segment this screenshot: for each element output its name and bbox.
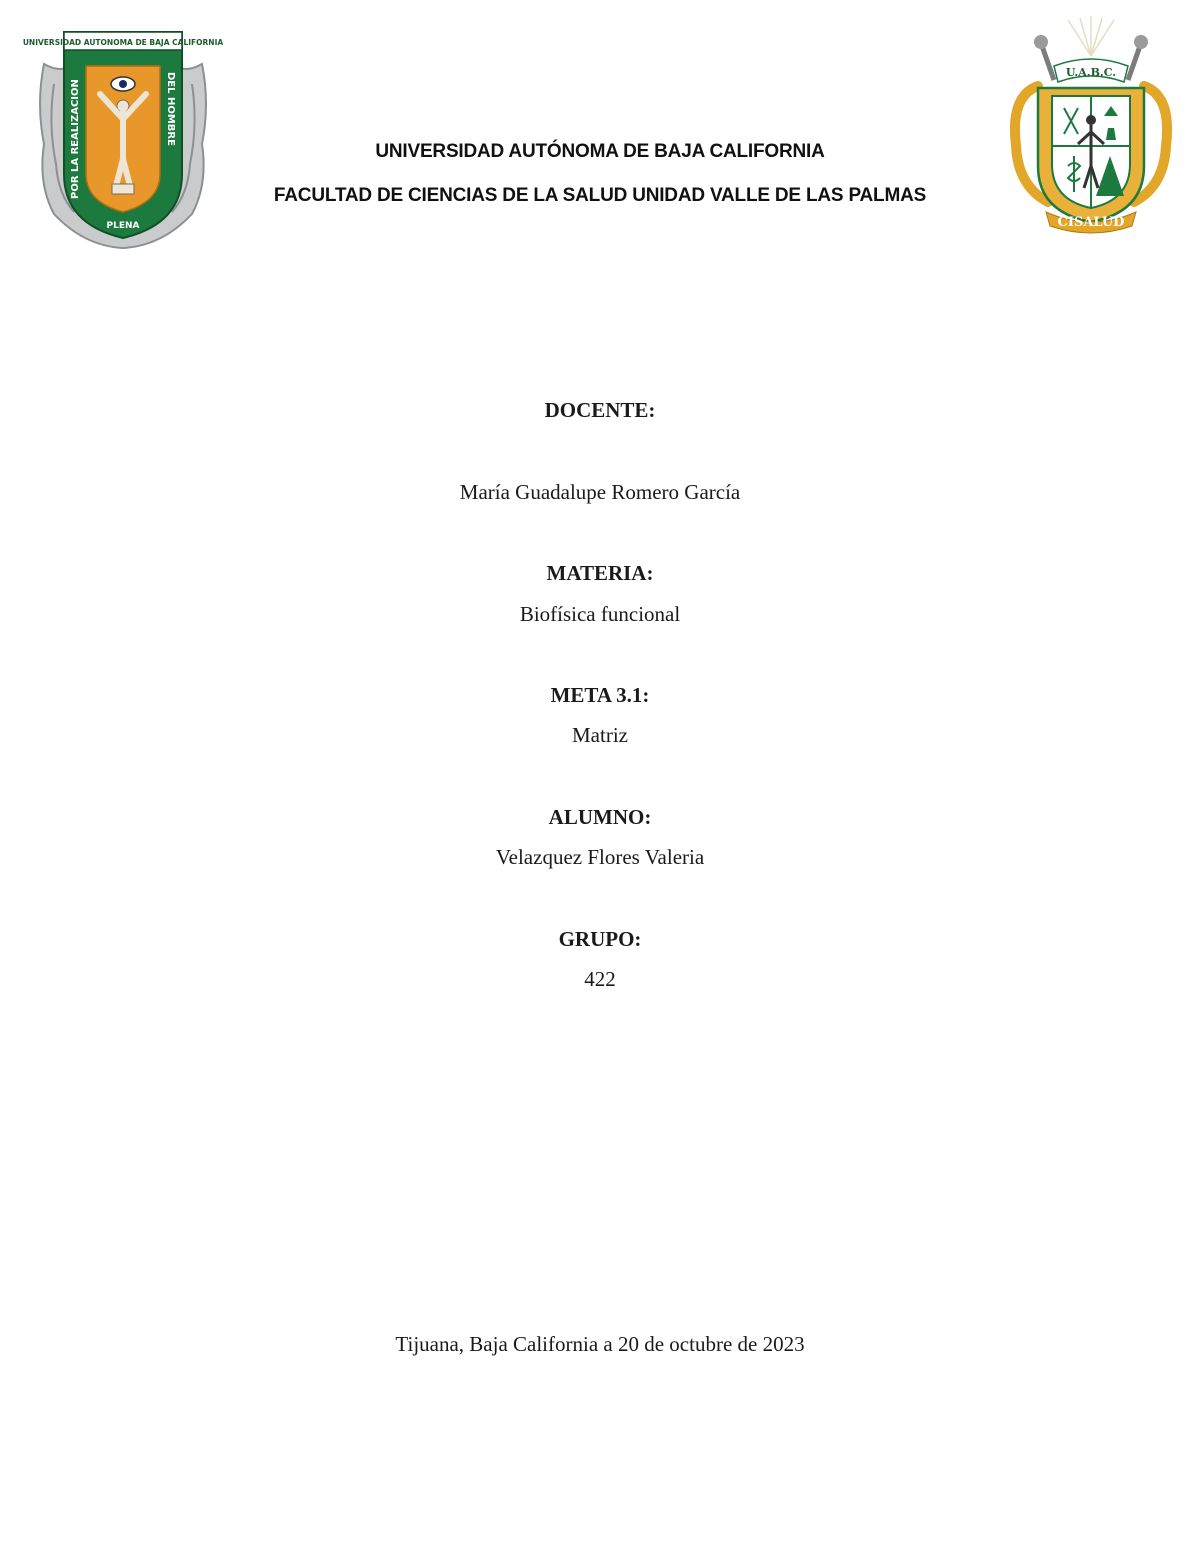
docente-value: María Guadalupe Romero García <box>459 480 741 504</box>
meta-value: Matriz <box>572 723 628 747</box>
svg-text:UNIVERSIDAD AUTONOMA DE BAJA C: UNIVERSIDAD AUTONOMA DE BAJA CALIFORNIA <box>22 38 224 47</box>
svg-text:U.A.B.C.: U.A.B.C. <box>1065 66 1117 79</box>
svg-text:DEL HOMBRE: DEL HOMBRE <box>165 72 176 146</box>
svg-text:PLENA: PLENA <box>106 221 140 231</box>
grupo-label: GRUPO: <box>558 927 642 951</box>
meta-label: META 3.1: <box>550 683 650 707</box>
materia-label: MATERIA: <box>546 561 654 585</box>
place-date: Tijuana, Baja California a 20 de octubre de 2023 <box>395 1332 805 1356</box>
svg-text:CISALUD: CISALUD <box>1057 215 1125 230</box>
grupo-value: 422 <box>584 967 616 991</box>
materia-value: Biofísica funcional <box>519 602 681 626</box>
uabc-shield-logo <box>22 24 224 250</box>
alumno-label: ALUMNO: <box>548 805 652 829</box>
alumno-value: Velazquez Flores Valeria <box>495 845 705 869</box>
docente-label: DOCENTE: <box>544 398 656 422</box>
svg-text:POR LA REALIZACION: POR LA REALIZACION <box>70 79 81 199</box>
faculty-title: FACULTAD DE CIENCIAS DE LA SALUD UNIDAD VALLE DE LAS PALMAS <box>273 185 927 206</box>
university-title: UNIVERSIDAD AUTÓNOMA DE BAJA CALIFORNIA <box>375 141 825 162</box>
